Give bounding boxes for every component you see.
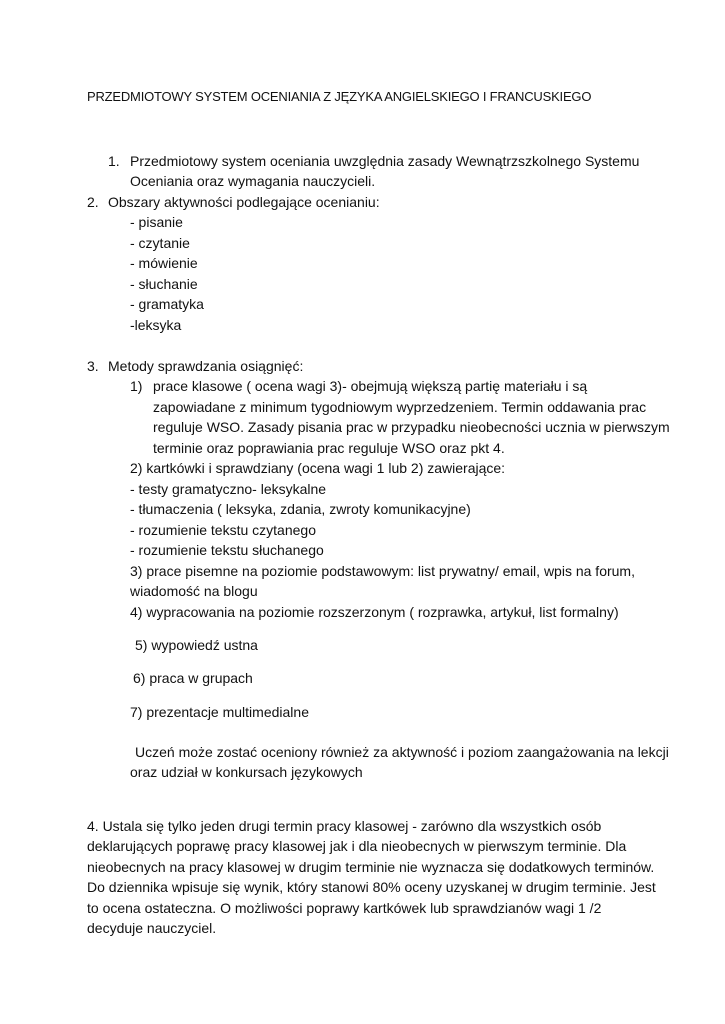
- section-1-text-line-2: Oceniania oraz wymagania nauczycieli.: [130, 173, 376, 189]
- method-7-line: 7) prezentacje multimedialne: [130, 704, 309, 720]
- list-item: - pisanie: [130, 214, 183, 230]
- section-4-line-6: decyduje nauczyciel.: [87, 920, 217, 936]
- note-line-1: Uczeń może zostać oceniony również za aktywność i poziom zaangażowania na lekcji: [135, 744, 669, 760]
- note-line-2: oraz udział w konkursach językowych: [130, 764, 363, 780]
- list-item: - rozumienie tekstu czytanego: [130, 522, 316, 538]
- list-item: - testy gramatyczno- leksykalne: [130, 481, 327, 497]
- section-2-number: 2.: [87, 194, 99, 210]
- section-3-heading: Metody sprawdzania osiągnięć:: [108, 358, 304, 374]
- list-item: - gramatyka: [130, 296, 204, 312]
- list-item: -leksyka: [130, 317, 182, 333]
- method-4-line: 4) wypracowania na poziomie rozszerzonym ( rozprawka, artykuł, list formalny): [130, 604, 619, 620]
- section-1-text-line-1: Przedmiotowy system oceniania uwzględnia zasady Wewnątrzszkolnego Systemu: [130, 153, 640, 169]
- method-6-line: 6) praca w grupach: [133, 670, 253, 686]
- list-item: - rozumienie tekstu słuchanego: [130, 542, 324, 558]
- document-title: PRZEDMIOTOWY SYSTEM OCENIANIA Z JĘZYKA ANGIELSKIEGO I FRANCUSKIEGO: [87, 89, 592, 104]
- list-item: - czytanie: [130, 235, 190, 251]
- section-3-number: 3.: [87, 358, 99, 374]
- list-item: - tłumaczenia ( leksyka, zdania, zwroty komunikacyjne): [130, 501, 471, 517]
- method-3-line-1: 3) prace pisemne na poziomie podstawowym: list prywatny/ email, wpis na forum,: [130, 563, 635, 579]
- method-1-line-2: zapowiadane z minimum tygodniowym wyprzedzeniem. Termin oddawania prac: [153, 399, 647, 415]
- list-item: - słuchanie: [130, 276, 198, 292]
- method-1-line-1: prace klasowe ( ocena wagi 3)- obejmują większą partię materiału i są: [153, 378, 588, 394]
- section-4-line-5: to ocena ostateczna. O możliwości poprawy kartkówek lub sprawdzianów wagi 1 /2: [87, 900, 602, 916]
- method-2-line: 2) kartkówki i sprawdziany (ocena wagi 1 lub 2) zawierające:: [130, 460, 506, 476]
- list-item: - mówienie: [130, 255, 198, 271]
- method-3-line-2: wiadomość na blogu: [130, 583, 258, 599]
- method-1-line-4: terminie oraz poprawiania prac reguluje WSO oraz pkt 4.: [153, 440, 505, 456]
- method-1-line-3: reguluje WSO. Zasady pisania prac w przypadku nieobecności ucznia w pierwszym: [153, 419, 670, 435]
- section-4-line-2: deklarujących poprawę pracy klasowej jak i dla nieobecnych w pierwszym terminie. Dla: [87, 838, 627, 854]
- section-2-heading: Obszary aktywności podlegające ocenianiu:: [108, 194, 380, 210]
- section-4-line-1: 4. Ustala się tylko jeden drugi termin pracy klasowej - zarówno dla wszystkich osób: [87, 818, 602, 834]
- method-5-line: 5) wypowiedź ustna: [135, 637, 258, 653]
- section-4-line-3: nieobecnych na pracy klasowej w drugim terminie nie wyznacza się dodatkowych terminów.: [87, 859, 655, 875]
- section-1-number: 1.: [108, 153, 120, 169]
- method-1-number: 1): [130, 378, 143, 394]
- section-4-line-4: Do dziennika wpisuje się wynik, który stanowi 80% oceny uzyskanej w drugim terminie. Jest: [87, 879, 656, 895]
